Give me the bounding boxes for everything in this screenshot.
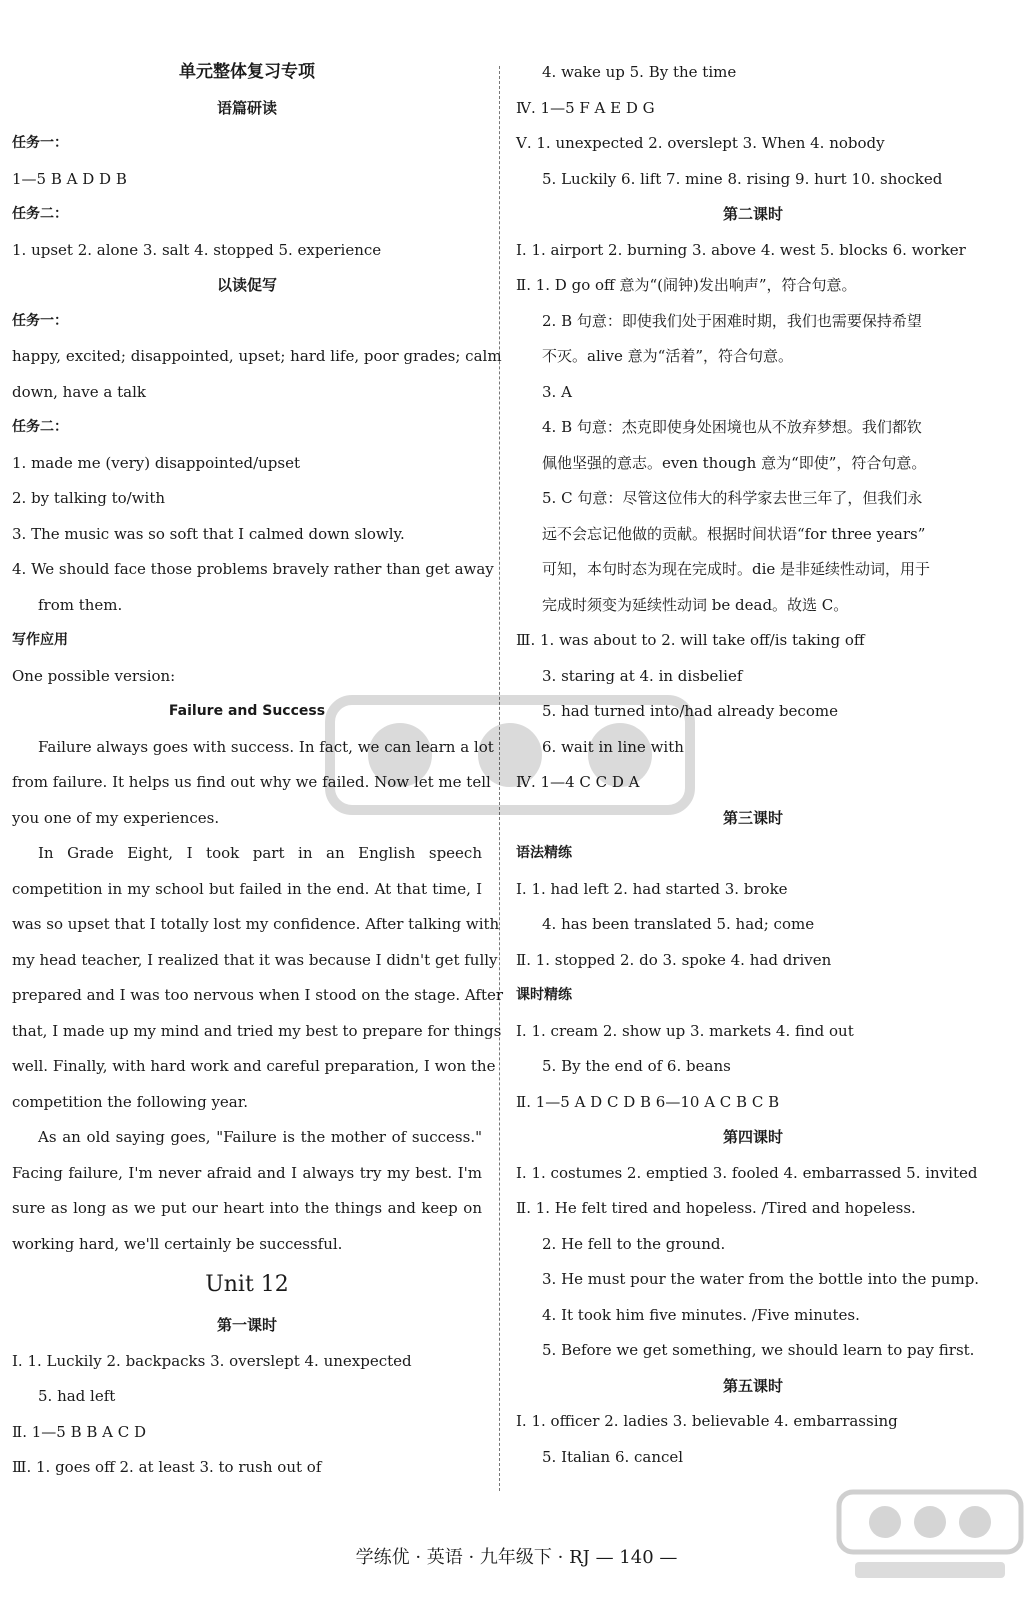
right-line: 第四课时 bbox=[722, 1128, 783, 1146]
page-footer: 学练优 · 英语 · 九年级下 · RJ — 140 — bbox=[355, 1547, 678, 1568]
left-line: sure as long as we put our heart into the things and keep on bbox=[12, 1199, 482, 1217]
right-line: Ⅰ. 1. officer 2. ladies 3. believable 4. embarrassing bbox=[516, 1412, 898, 1430]
right-line: 6. wait in line with bbox=[542, 737, 684, 756]
left-line: Unit 12 bbox=[205, 1272, 289, 1297]
left-line: 单元整体复习专项 bbox=[179, 62, 315, 82]
right-line: 5. C 句意：尽管这位伟大的科学家去世三年了，但我们永 bbox=[542, 489, 923, 507]
right-line: 远不会忘记他做的贡献。根据时间状语“for three years” bbox=[542, 524, 926, 543]
right-line: Ⅱ. 1—5 A D C D B 6—10 A C B C B bbox=[516, 1092, 780, 1111]
left-line: 语篇研读 bbox=[216, 98, 277, 117]
right-line: 不灭。alive 意为“活着”，符合句意。 bbox=[542, 347, 793, 365]
right-line: 5. Before we get something, we should learn to pay first. bbox=[542, 1341, 975, 1359]
left-line: that, I made up my mind and tried my best to prepare for things bbox=[12, 1021, 502, 1040]
left-line: 写作应用 bbox=[12, 632, 68, 648]
right-column bbox=[516, 55, 990, 1475]
corner-watermark-icon bbox=[835, 1488, 1025, 1588]
right-line: 5. Italian 6. cancel bbox=[542, 1447, 684, 1466]
right-line: Ⅳ. 1—5 F A E D G bbox=[516, 98, 655, 117]
left-line: As an old saying goes, "Failure is the mother of success." bbox=[38, 1128, 482, 1146]
left-line: 任务二： bbox=[12, 419, 68, 435]
right-line: Ⅴ. 1. unexpected 2. overslept 3. When 4. nobody bbox=[516, 134, 885, 152]
left-line: was so upset that I totally lost my confidence. After talking with bbox=[12, 915, 500, 933]
left-line: 任务二： bbox=[12, 206, 68, 222]
left-line: working hard, we'll certainly be successful. bbox=[12, 1234, 343, 1253]
left-line: from them. bbox=[38, 595, 123, 614]
left-line: 1—5 B A D D B bbox=[12, 169, 127, 188]
right-line: 3. He must pour the water from the bottle into the pump. bbox=[542, 1270, 980, 1288]
left-line: Failure and Success bbox=[168, 703, 326, 719]
left-line: 任务一： bbox=[12, 135, 68, 151]
right-line: 完成时须变为延续性动词 be dead。故选 C。 bbox=[542, 595, 849, 614]
right-line: 课时精练 bbox=[516, 987, 572, 1003]
right-line: Ⅰ. 1. had left 2. had started 3. broke bbox=[516, 879, 788, 898]
right-line: 第三课时 bbox=[722, 808, 783, 827]
left-line: 1. upset 2. alone 3. salt 4. stopped 5. experience bbox=[12, 240, 382, 259]
right-line: 5. By the end of 6. beans bbox=[542, 1057, 731, 1075]
right-line: 佩他坚强的意志。even though 意为“即使”，符合句意。 bbox=[542, 453, 927, 472]
left-line: competition in my school but failed in the end. At that time, I bbox=[12, 879, 482, 898]
right-line: 4. It took him five minutes. /Five minutes. bbox=[542, 1305, 860, 1324]
right-line: Ⅰ. 1. costumes 2. emptied 3. fooled 4. embarrassed 5. invited bbox=[516, 1163, 978, 1182]
left-line: you one of my experiences. bbox=[12, 808, 220, 827]
right-line: 4. B 句意：杰克即使身处困境也从不放弃梦想。我们都钦 bbox=[542, 418, 922, 436]
left-line: 4. We should face those problems bravely rather than get away bbox=[12, 560, 494, 578]
left-line: Ⅰ. 1. Luckily 2. backpacks 3. overslept 4. unexpected bbox=[12, 1351, 412, 1370]
right-line: Ⅱ. 1. stopped 2. do 3. spoke 4. had driven bbox=[516, 950, 832, 969]
right-line: 5. had turned into/had already become bbox=[542, 702, 838, 720]
right-line: Ⅰ. 1. cream 2. show up 3. markets 4. find out bbox=[516, 1021, 854, 1040]
left-line: 2. by talking to/with bbox=[12, 489, 166, 507]
column-divider bbox=[499, 66, 500, 1491]
left-line: well. Finally, with hard work and careful preparation, I won the bbox=[12, 1057, 496, 1075]
right-line: 5. Luckily 6. lift 7. mine 8. rising 9. hurt 10. shocked bbox=[542, 169, 943, 188]
right-line: 第五课时 bbox=[722, 1376, 783, 1395]
left-line: from failure. It helps us find out why we failed. Now let me tell bbox=[12, 773, 491, 791]
right-line: 2. He fell to the ground. bbox=[542, 1234, 726, 1253]
right-line: 第二课时 bbox=[722, 205, 783, 223]
left-line: Failure always goes with success. In fact, we can learn a lot bbox=[38, 737, 494, 756]
right-line: 可知，本句时态为现在完成时。die 是非延续性动词，用于 bbox=[542, 560, 931, 578]
left-line: 任务一： bbox=[12, 312, 68, 329]
left-line: 3. The music was so soft that I calmed down slowly. bbox=[12, 524, 405, 543]
left-line: competition the following year. bbox=[12, 1092, 249, 1111]
left-line: 5. had left bbox=[38, 1387, 116, 1405]
right-line: Ⅰ. 1. airport 2. burning 3. above 4. west 5. blocks 6. worker bbox=[516, 240, 966, 259]
right-line: 2. B 句意：即使我们处于困难时期，我们也需要保持希望 bbox=[542, 311, 922, 330]
right-line: 4. has been translated 5. had; come bbox=[542, 915, 815, 933]
right-line: 3. A bbox=[542, 382, 572, 401]
right-line: Ⅳ. 1—4 C C D A bbox=[516, 773, 640, 791]
left-line: 第一课时 bbox=[216, 1316, 277, 1334]
left-line: One possible version: bbox=[12, 666, 176, 685]
left-line: Ⅱ. 1—5 B B A C D bbox=[12, 1422, 147, 1441]
right-line: Ⅲ. 1. was about to 2. will take off/is taking off bbox=[516, 631, 865, 649]
left-line: 以读促写 bbox=[216, 276, 277, 294]
left-column bbox=[12, 55, 504, 1486]
left-line: 1. made me (very) disappointed/upset bbox=[12, 453, 300, 472]
left-line: Ⅲ. 1. goes off 2. at least 3. to rush out of bbox=[12, 1458, 322, 1476]
left-line: prepared and I was too nervous when I stood on the stage. After bbox=[12, 986, 504, 1004]
left-line: In Grade Eight, I took part in an English speech bbox=[38, 844, 482, 862]
right-line: 3. staring at 4. in disbelief bbox=[542, 666, 743, 685]
right-line: 语法精练 bbox=[516, 845, 572, 861]
right-line: Ⅱ. 1. D go off 意为“(闹钟)发出响声”，符合句意。 bbox=[516, 276, 857, 294]
right-line: Ⅱ. 1. He felt tired and hopeless. /Tired and hopeless. bbox=[516, 1199, 916, 1217]
left-line: Facing failure, I'm never afraid and I always try my best. I'm bbox=[12, 1163, 482, 1182]
right-line: 4. wake up 5. By the time bbox=[542, 63, 737, 81]
left-line: happy, excited; disappointed, upset; hard life, poor grades; calm bbox=[12, 347, 502, 365]
left-line: down, have a talk bbox=[12, 382, 146, 401]
left-line: my head teacher, I realized that it was because I didn't get fully bbox=[12, 950, 498, 969]
